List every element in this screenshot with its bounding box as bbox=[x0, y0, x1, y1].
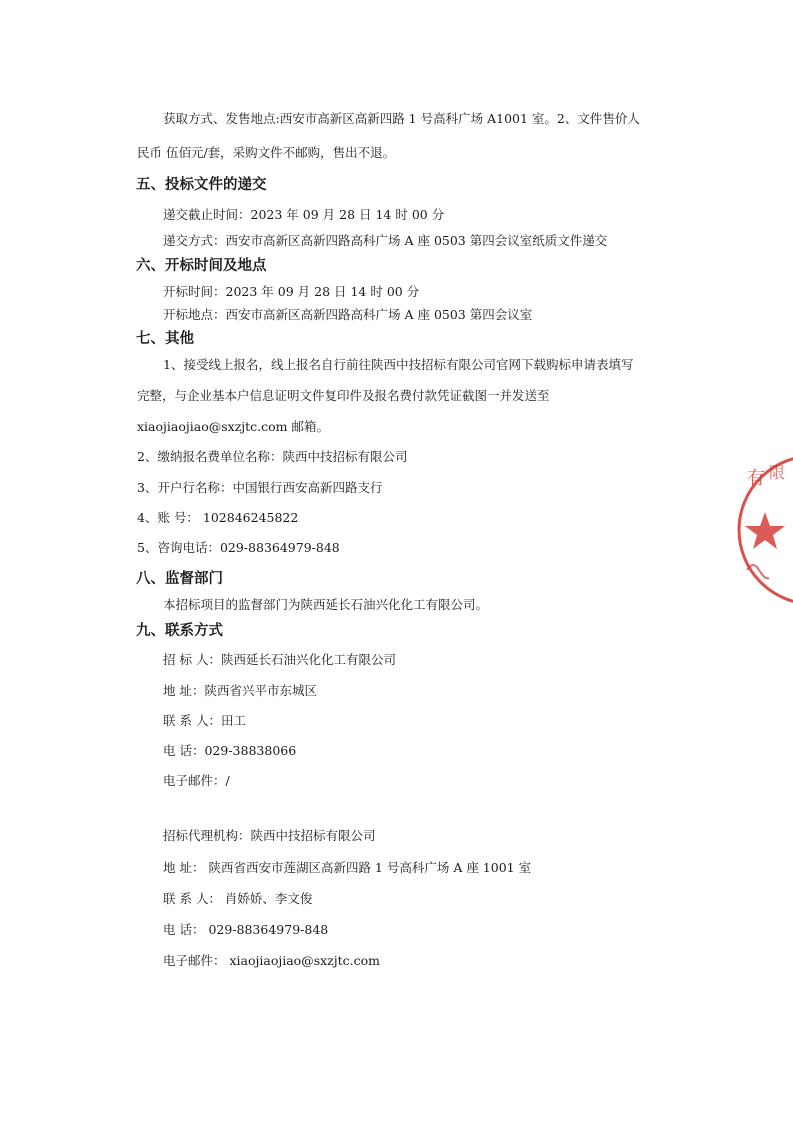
agency-email: 电子邮件： xiaojiaojiao@sxzjtc.com bbox=[163, 953, 381, 968]
opening-place: 开标地点：西安市高新区高新四路高科广场 A 座 0503 第四会议室 bbox=[163, 307, 533, 322]
tenderer-phone: 电 话：029-38838066 bbox=[163, 743, 297, 758]
tenderer-address: 地 址：陕西省兴平市东城区 bbox=[163, 683, 317, 698]
sale-line-2: 民币 伍佰元/套，采购文件不邮购，售出不退。 bbox=[137, 145, 396, 160]
agency-contact: 联 系 人： 肖娇娇、李文俊 bbox=[163, 891, 313, 906]
other-item-5: 5、咨询电话：029-88364979-848 bbox=[137, 540, 340, 555]
tenderer-email: 电子邮件：/ bbox=[163, 773, 230, 788]
svg-text:限: 限 bbox=[769, 463, 786, 482]
other-item-1-line-3: xiaojiaojiao@sxzjtc.com 邮箱。 bbox=[137, 419, 330, 434]
agency-name: 招标代理机构：陕西中技招标有限公司 bbox=[163, 828, 376, 843]
agency-phone: 电 话： 029-88364979-848 bbox=[163, 922, 329, 937]
svg-text:有: 有 bbox=[747, 468, 765, 489]
section-6-heading: 六、开标时间及地点 bbox=[136, 258, 267, 274]
opening-time: 开标时间：2023 年 09 月 28 日 14 时 00 分 bbox=[163, 284, 420, 299]
company-seal bbox=[733, 450, 793, 610]
other-item-1-line-2: 完整，与企业基本户信息证明文件复印件及报名费付款凭证截图一并发送至 bbox=[137, 388, 550, 403]
section-9-heading: 九、联系方式 bbox=[136, 623, 223, 639]
submission-method: 递交方式：西安市高新区高新四路高科广场 A 座 0503 第四会议室纸质文件递交 bbox=[163, 233, 608, 248]
other-item-1-line-1: 1、接受线上报名，线上报名自行前往陕西中技招标有限公司官网下载购标申请表填写 bbox=[163, 357, 634, 372]
section-8-heading: 八、监督部门 bbox=[136, 571, 223, 587]
sale-line-1: 获取方式、发售地点:西安市高新区高新四路 1 号高科广场 A1001 室。2、文件售价人 bbox=[163, 111, 640, 126]
section-5-heading: 五、投标文件的递交 bbox=[136, 177, 267, 193]
other-item-2: 2、缴纳报名费单位名称：陕西中技招标有限公司 bbox=[137, 449, 408, 464]
submission-deadline: 递交截止时间：2023 年 09 月 28 日 14 时 00 分 bbox=[163, 207, 445, 222]
agency-address: 地 址： 陕西省西安市莲湖区高新四路 1 号高科广场 A 座 1001 室 bbox=[163, 860, 532, 875]
supervision-text: 本招标项目的监督部门为陕西延长石油兴化化工有限公司。 bbox=[163, 597, 489, 612]
section-7-heading: 七、其他 bbox=[136, 331, 194, 347]
tenderer-line: 招 标 人：陕西延长石油兴化化工有限公司 bbox=[163, 652, 396, 667]
tenderer-contact: 联 系 人：田工 bbox=[163, 713, 246, 728]
other-item-4: 4、账 号： 102846245822 bbox=[137, 510, 299, 525]
other-item-3: 3、开户行名称：中国银行西安高新四路支行 bbox=[137, 480, 383, 495]
